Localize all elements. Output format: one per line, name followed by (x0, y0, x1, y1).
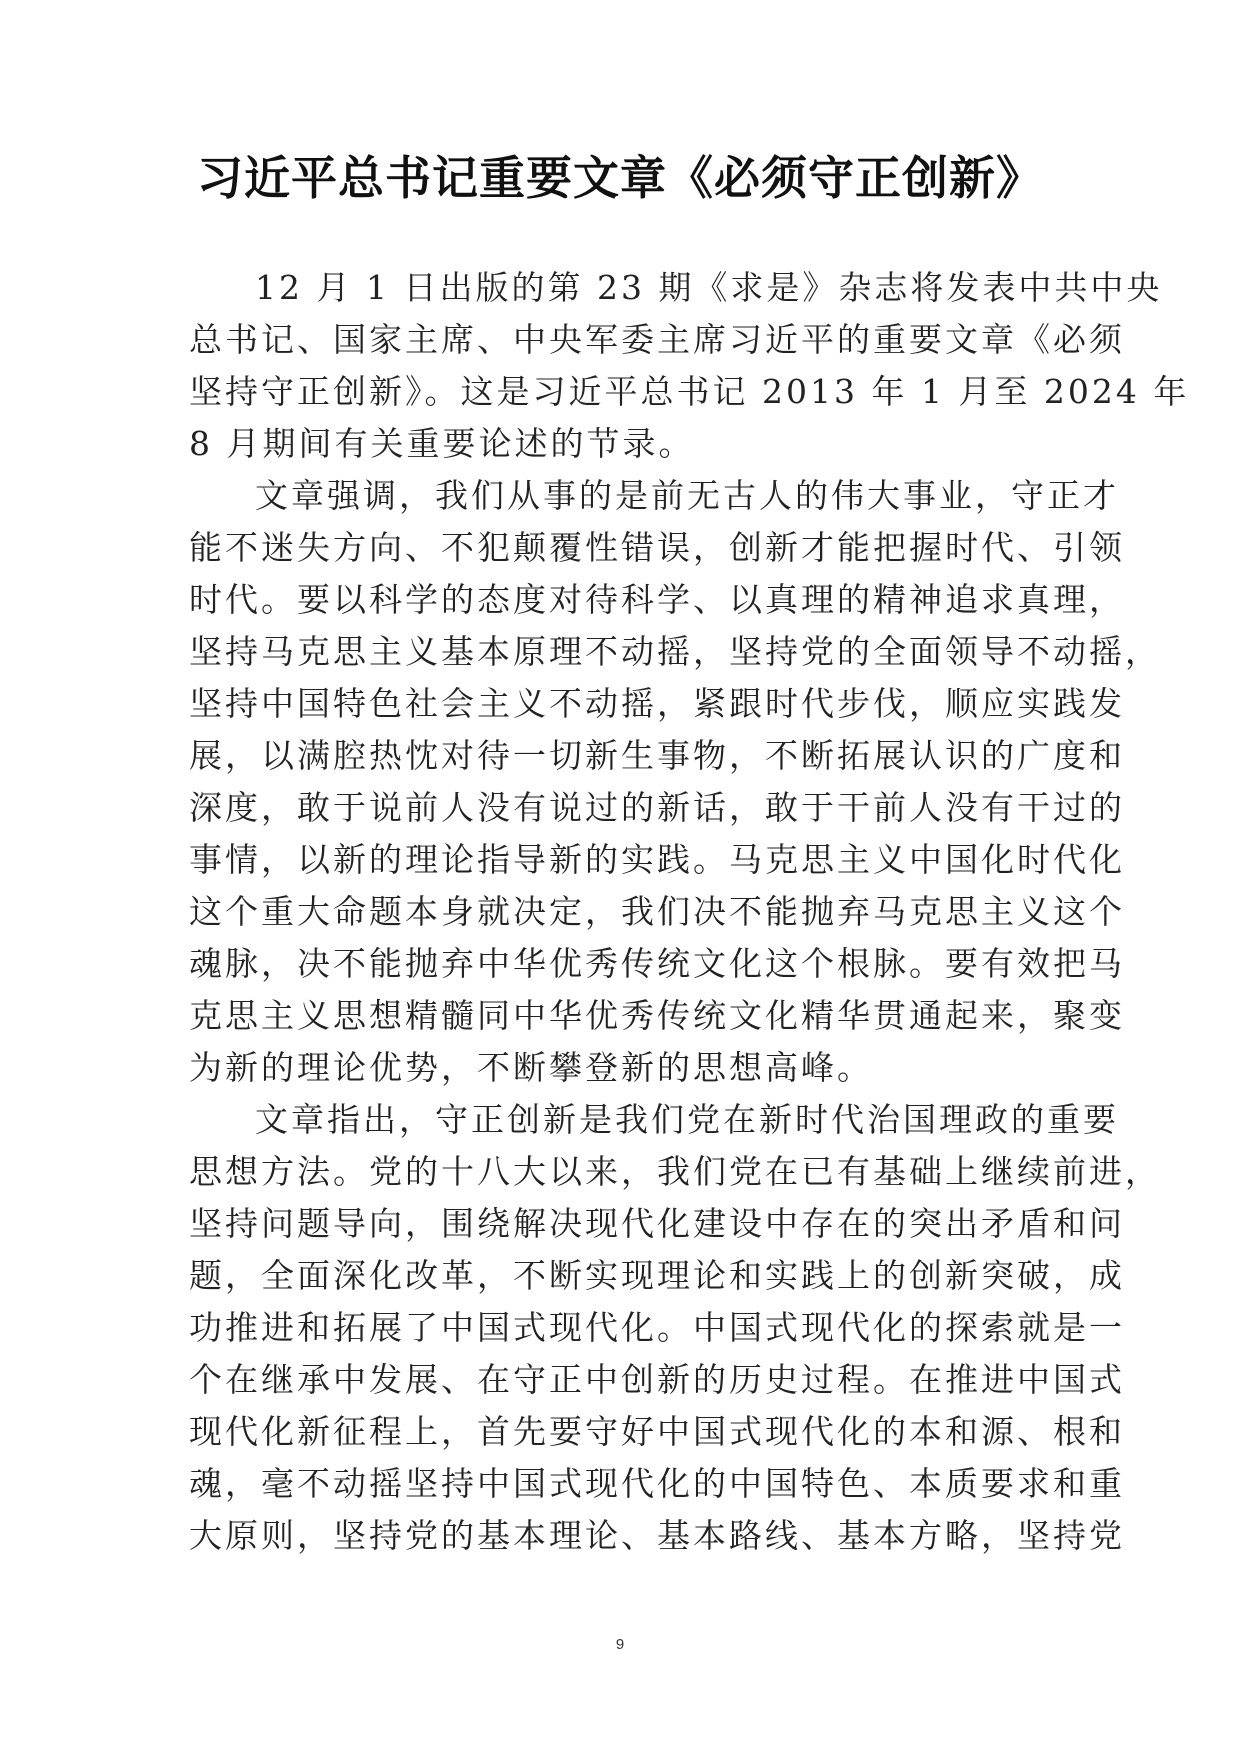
page-number: 9 (615, 1636, 625, 1653)
paragraph-line: 题，全面深化改革，不断实现理论和实践上的创新突破，成 (189, 1256, 1125, 1295)
paragraph-line: 时代。要以科学的态度对待科学、以真理的精神追求真理， (189, 580, 1125, 619)
paragraph-line: 12 月 1 日出版的第 23 期《求是》杂志将发表中共中央 (255, 268, 1163, 307)
paragraph-line: 文章强调，我们从事的是前无古人的伟大事业，守正才 (255, 476, 1119, 515)
page-title: 习近平总书记重要文章《必须守正创新》 (197, 151, 1043, 205)
paragraph-line: 坚持中国特色社会主义不动摇，紧跟时代步伐，顺应实践发 (189, 684, 1125, 723)
paragraph-line: 坚持马克思主义基本原理不动摇，坚持党的全面领导不动摇， (189, 632, 1161, 671)
paragraph-line: 坚持问题导向，围绕解决现代化建设中存在的突出矛盾和问 (189, 1204, 1125, 1243)
paragraph-line: 克思主义思想精髓同中华优秀传统文化精华贯通起来，聚变 (189, 996, 1125, 1035)
paragraph-line: 这个重大命题本身就决定，我们决不能抛弃马克思主义这个 (189, 892, 1125, 931)
paragraph-line: 事情，以新的理论指导新的实践。马克思主义中国化时代化 (189, 840, 1125, 879)
paragraph-line: 能不迷失方向、不犯颠覆性错误，创新才能把握时代、引领 (189, 528, 1125, 567)
paragraph-line: 为新的理论优势，不断攀登新的思想高峰。 (189, 1048, 873, 1087)
paragraph-2 (189, 470, 1161, 1094)
paragraph-line: 总书记、国家主席、中央军委主席习近平的重要文章《必须 (189, 320, 1125, 359)
article-body (189, 262, 1190, 1562)
paragraph-line: 魂脉，决不能抛弃中华优秀传统文化这个根脉。要有效把马 (189, 944, 1125, 983)
paragraph-line: 展，以满腔热忱对待一切新生事物，不断拓展认识的广度和 (189, 736, 1125, 775)
paragraph-line: 文章指出，守正创新是我们党在新时代治国理政的重要 (255, 1100, 1119, 1139)
paragraph-line: 坚持守正创新》。这是习近平总书记 2013 年 1 月至 2024 年 (189, 372, 1190, 411)
paragraph-3 (189, 1094, 1161, 1562)
paragraph-line: 个在继承中发展、在守正中创新的历史过程。在推进中国式 (189, 1360, 1125, 1399)
paragraph-line: 功推进和拓展了中国式现代化。中国式现代化的探索就是一 (189, 1308, 1125, 1347)
paragraph-line: 大原则，坚持党的基本理论、基本路线、基本方略，坚持党 (189, 1516, 1125, 1555)
paragraph-line: 8 月期间有关重要论述的节录。 (189, 424, 695, 463)
paragraph-line: 魂，毫不动摇坚持中国式现代化的中国特色、本质要求和重 (189, 1464, 1125, 1503)
paragraph-line: 深度，敢于说前人没有说过的新话，敢于干前人没有干过的 (189, 788, 1125, 827)
paragraph-1 (189, 262, 1190, 470)
paragraph-line: 思想方法。党的十八大以来，我们党在已有基础上继续前进， (189, 1152, 1161, 1191)
paragraph-line: 现代化新征程上，首先要守好中国式现代化的本和源、根和 (189, 1412, 1125, 1451)
